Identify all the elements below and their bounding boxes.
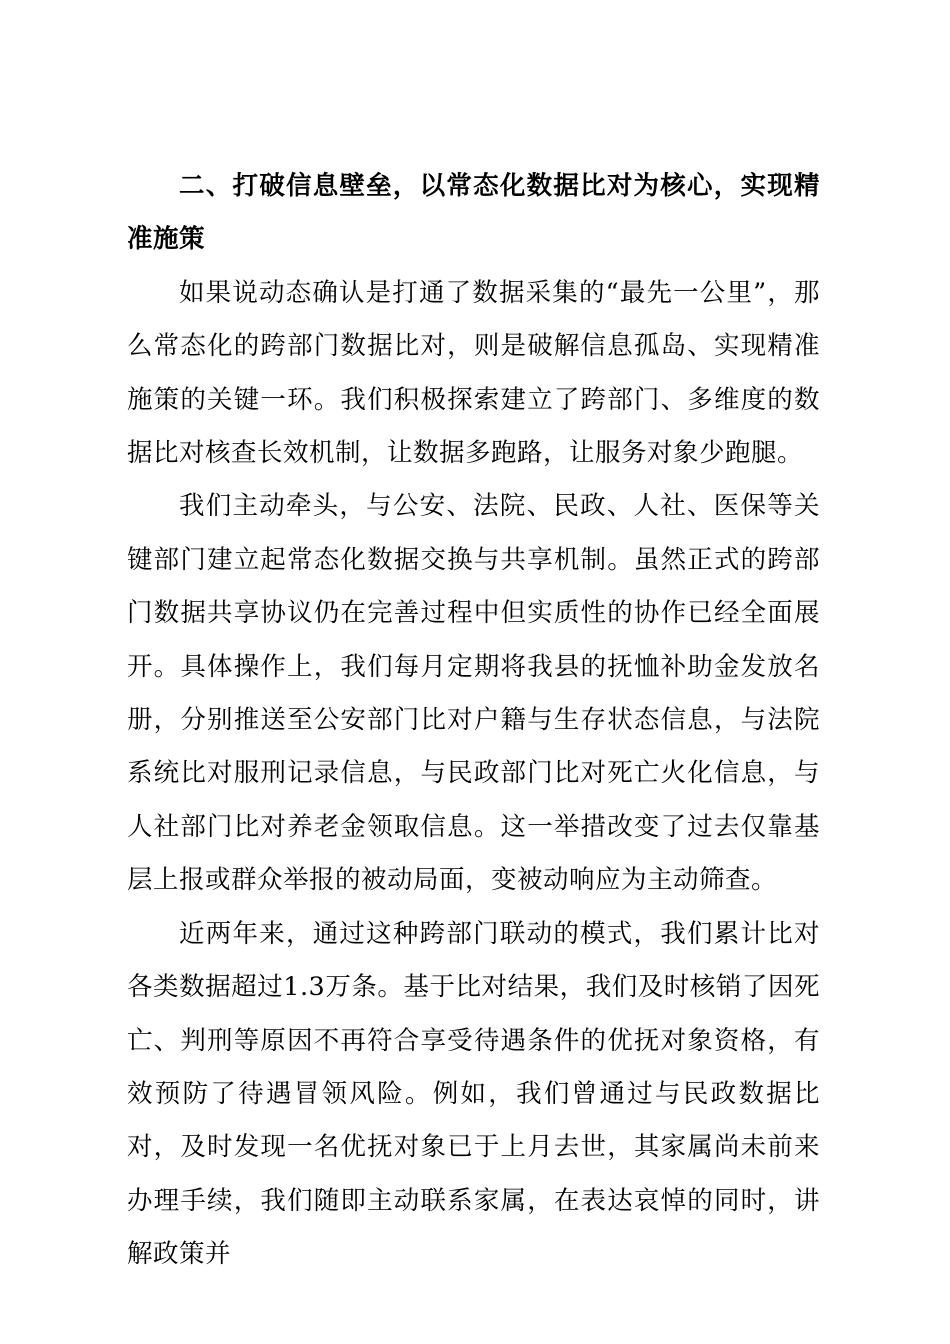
paragraph-2: 我们主动牵头，与公安、法院、民政、人社、医保等关键部门建立起常态化数据交换与共享机制。虽然正式的跨部门数据共享协议仍在完善过程中但实质性的协作已经全面展开。具体操作上，我们每月定期将我县的抚恤补助金发放名册，分别推送至公安部门比对户籍与生存状态信息，与法院系统比对服刑记录信息，与民政部门比对死亡火化信息，与人社部门比对养老金领取信息。这一举措改变了过去仅靠基层上报或群众举报的被动局面，变被动响应为主动筛查。 bbox=[127, 491, 820, 896]
section-heading: 二、打破信息壁垒，以常态化数据比对为核心，实现精准施策 bbox=[127, 171, 820, 255]
paragraph-1: 如果说动态确认是打通了数据采集的“最先一公里”，那么常态化的跨部门数据比对，则是破解信息孤岛、实现精准施策的关键一环。我们积极探索建立了跨部门、多维度的数据比对核查长效机制，让数据多跑路，让服务对象少跑腿。 bbox=[127, 277, 820, 469]
paragraph-3: 近两年来，通过这种跨部门联动的模式，我们累计比对各类数据超过1.3万条。基于比对结果，我们及时核销了因死亡、判刑等原因不再符合享受待遇条件的优抚对象资格，有效预防了待遇冒领风险。例如，我们曾通过与民政数据比对，及时发现一名优抚对象已于上月去世，其家属尚未前来办理手续，我们随即主动联系家属，在表达哀悼的同时，讲解政策并 bbox=[127, 918, 820, 1270]
document-body bbox=[127, 160, 820, 1282]
